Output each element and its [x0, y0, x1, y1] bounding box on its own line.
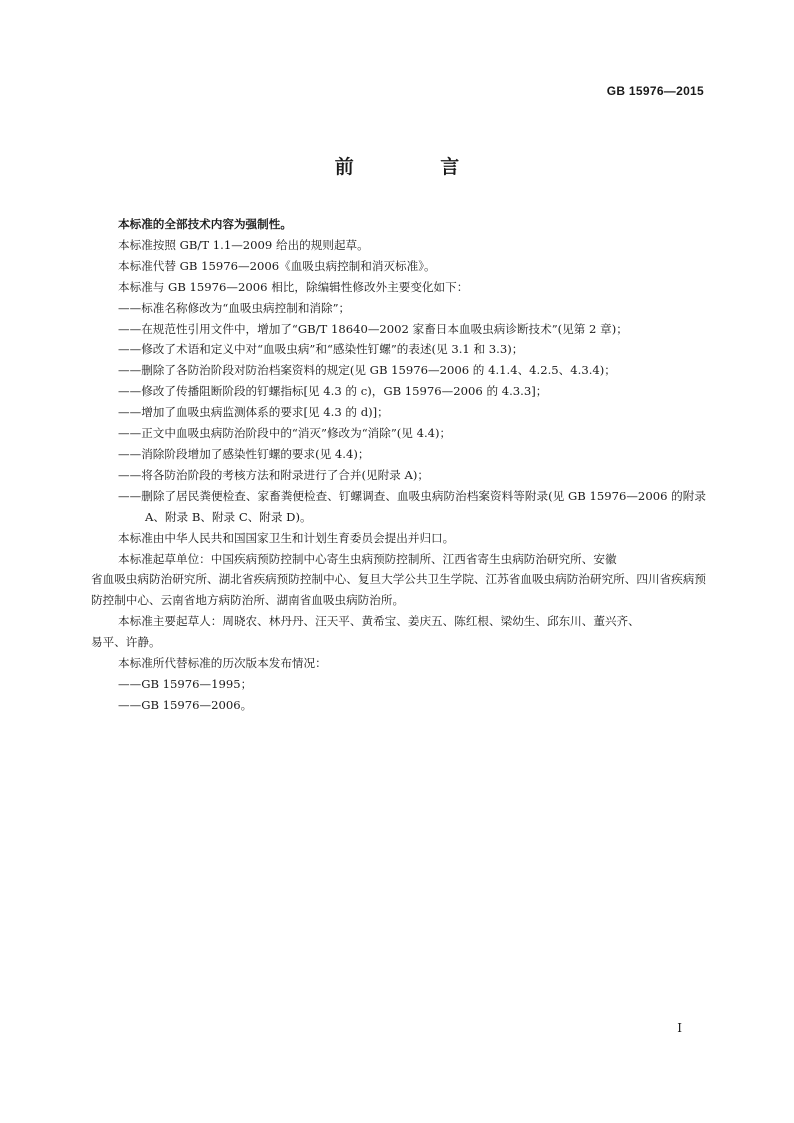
list-item: ——GB 15976—2006。: [118, 697, 253, 712]
history-list: [118, 674, 706, 716]
paragraph-proposer: 本标准由中华人民共和国国家卫生和计划生育委员会提出并归口。: [118, 530, 455, 545]
list-item: ——删除了居民粪便检查、家畜粪便检查、钉螺调查、血吸虫病防治档案资料等附录(见 GB 15976—2006 的附录 A、附录 B、附录 C、附录 D)。: [118, 488, 706, 524]
paragraph-replaces: 本标准代替 GB 15976—2006《血吸虫病控制和消灭标准》。: [118, 258, 436, 273]
paragraph-drafting-units: [118, 549, 706, 570]
standard-code: GB 15976—2015: [606, 84, 704, 98]
list-item: ——标准名称修改为“血吸虫病控制和消除”；: [118, 300, 351, 315]
list-item: ——正文中血吸虫病防治阶段中的“消灭”修改为“消除”(见 4.4)；: [118, 426, 452, 441]
paragraph-drafting-rules: 本标准按照 GB/T 1.1—2009 给出的规则起草。: [118, 237, 369, 252]
paragraph-drafting-units-cont: [91, 569, 706, 611]
paragraph-mandatory-note: 本标准的全部技术内容为强制性。: [118, 217, 292, 231]
paragraph-drafters: [118, 611, 706, 632]
page-number: I: [677, 1021, 682, 1035]
document-body: [91, 214, 706, 716]
list-item: ——增加了血吸虫病监测体系的要求[见 4.3 的 d)]；: [118, 405, 389, 420]
list-item: ——消除阶段增加了感染性钉螺的要求(见 4.4)；: [118, 446, 370, 461]
list-item: ——在规范性引用文件中，增加了“GB/T 18640—2002 家畜日本血吸虫病诊断技术”(见第 2 章)；: [118, 321, 628, 336]
drafters-continuation: 易平、许静。: [91, 635, 161, 650]
paragraph-history-intro: 本标准所代替标准的历次版本发布情况：: [118, 656, 327, 671]
page-title: 前 言: [334, 156, 500, 178]
list-item: ——修改了传播阻断阶段的钉螺指标[见 4.3 的 c)，GB 15976—2006 的 4.3.3]；: [118, 384, 548, 399]
drafting-units-continuation: 省血吸虫病防治研究所、湖北省疾病预防控制中心、复旦大学公共卫生学院、江苏省血吸虫病防治研究所、四川省疾病预防控制中心、云南省地方病防治所、湖南省血吸虫病防治所。: [91, 572, 706, 608]
list-item: ——修改了术语和定义中对“血吸虫病”和“感染性钉螺”的表述(见 3.1 和 3.3)；: [118, 342, 524, 357]
changes-list: [118, 298, 706, 528]
paragraph-changes-intro: 本标准与 GB 15976—2006 相比，除编辑性修改外主要变化如下：: [118, 279, 469, 294]
drafting-units-first-line: 本标准起草单位：中国疾病预防控制中心寄生虫病预防控制所、江西省寄生虫病防治研究所、安徽: [118, 551, 617, 566]
paragraph-drafters-cont: [91, 632, 706, 653]
list-item: ——将各防治阶段的考核方法和附录进行了合并(见附录 A)；: [118, 467, 429, 482]
list-item: ——GB 15976—1995；: [118, 676, 253, 691]
drafters-first-line: 本标准主要起草人：周晓农、林丹丹、汪天平、黄希宝、姜庆五、陈红根、梁幼生、邱东川、董兴齐、: [118, 614, 640, 629]
list-item: ——删除了各防治阶段对防治档案资料的规定(见 GB 15976—2006 的 4.1.4、4.2.5、4.3.4)；: [118, 363, 616, 378]
